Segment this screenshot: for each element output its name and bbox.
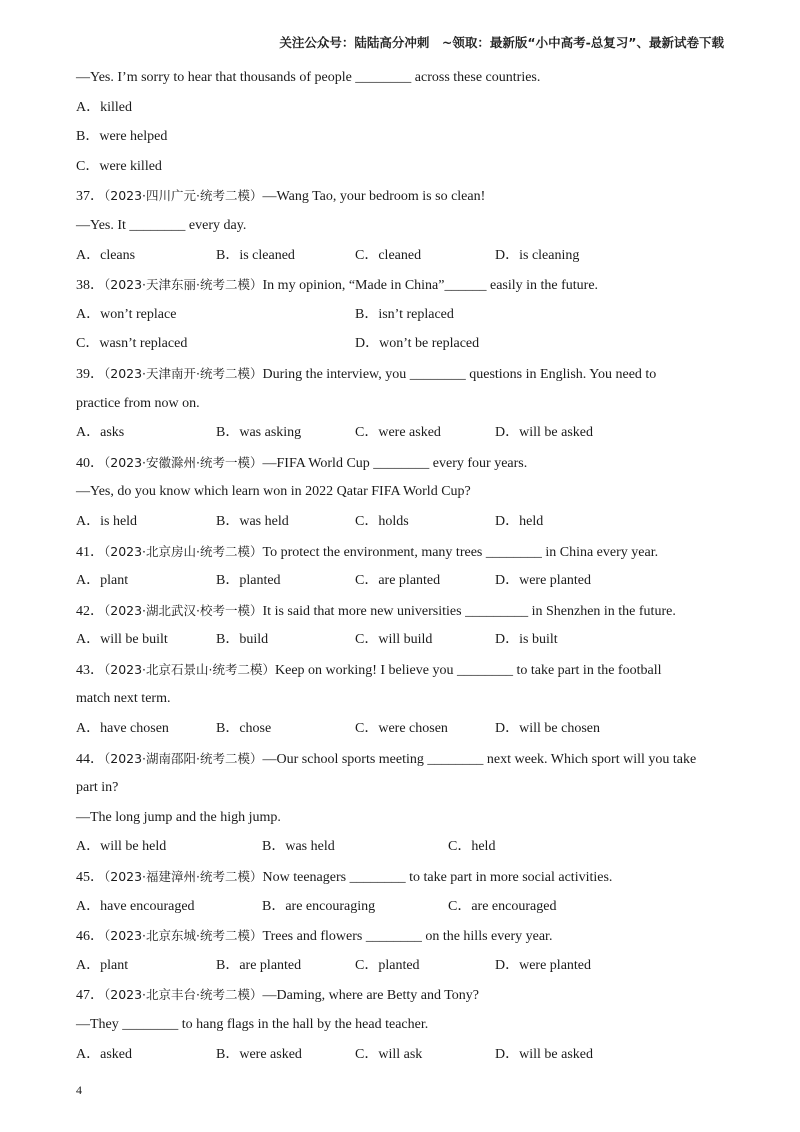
options-row [76,951,736,981]
answer-option[interactable]: D．held [495,513,544,529]
options-row [76,418,736,448]
question-source: （2023·湖北武汉·校考一模） [104,602,263,618]
question-stem [76,744,736,774]
question-stem [76,537,736,567]
question-source: （2023·安徽滁州·统考一模） [104,454,263,470]
answer-option[interactable]: A．is held [76,513,138,529]
question-text: Keep on working! I believe you ________ to take part in the football [275,662,662,678]
answer-option[interactable]: A．have encouraged [76,898,195,914]
answer-option[interactable]: D．will be asked [495,1046,593,1062]
text-line: part in? [76,780,119,796]
text-line: —Yes. I’m sorry to hear that thousands of people ________ across these countries. [76,70,541,85]
answer-option[interactable]: A．plant [76,573,129,589]
question-text: During the interview, you ________ questions in English. You need to [262,366,657,382]
answer-option[interactable]: B．is cleaned [216,247,295,263]
options-row [76,832,736,862]
question-number: 44． [76,751,104,767]
options-row [76,241,736,271]
answer-option[interactable]: A．plant [76,957,129,973]
question-text: In my opinion, “Made in China”______ easily in the future. [262,278,599,294]
question-stem [76,596,736,626]
answer-option[interactable]: A．asks [76,425,125,441]
text-line: match next term. [76,691,171,707]
text-line: A．killed [76,99,132,115]
question-source: （2023·四川广元·统考二模） [104,188,263,204]
text-line: practice from now on. [76,395,200,411]
question-number: 42． [76,603,104,619]
question-stem [76,655,736,685]
answer-option[interactable]: B．isn’t replaced [355,306,454,322]
options-row [76,892,736,922]
text-line: —They ________ to hang flags in the hall by the head teacher. [76,1017,429,1032]
question-text: —Our school sports meeting ________ next week. Which sport will you take [262,751,697,767]
text-line: —Yes, do you know which learn won in 2022 Qatar FIFA World Cup? [76,484,471,500]
answer-option[interactable]: C．planted [355,957,420,973]
question-text: To protect the environment, many trees ________ in China every year. [262,544,659,560]
answer-option[interactable]: C．holds [355,513,409,529]
question-number: 37． [76,189,104,205]
question-stem [76,181,736,211]
answer-option[interactable]: B．was held [216,513,289,529]
question-list [76,63,736,1069]
page-header: 关注公众号：陆陆高分冲刺 ~领取：最新版“小中高考-总复习”、最新试卷下载 [279,35,724,50]
question-number: 46． [76,929,104,945]
question-stem [76,980,736,1010]
answer-option[interactable]: B．are encouraging [262,898,376,914]
question-text: It is said that more new universities _________ in Shenzhen in the future. [262,603,676,619]
answer-option[interactable]: A．cleans [76,247,136,263]
question-stem [76,359,736,389]
answer-option[interactable]: D．will be chosen [495,721,600,737]
answer-option[interactable]: C．wasn’t replaced [76,336,188,352]
question-source: （2023·天津东丽·统考二模） [104,277,263,293]
answer-option[interactable]: C．are encouraged [448,898,557,914]
question-number: 41． [76,544,104,560]
answer-option[interactable]: B．are planted [216,957,302,973]
question-number: 47． [76,988,104,1004]
answer-option[interactable]: D．is cleaning [495,247,580,263]
question-stem [76,921,736,951]
answer-option[interactable]: A．asked [76,1046,132,1062]
answer-option[interactable]: D．were planted [495,957,592,973]
answer-option[interactable]: D．will be asked [495,425,593,441]
question-number: 40． [76,455,104,471]
question-text: —Wang Tao, your bedroom is so clean! [262,189,486,205]
answer-option[interactable]: C．are planted [355,573,441,589]
options-row [76,507,736,537]
text-line: B．were helped [76,129,168,145]
question-text: —FIFA World Cup ________ every four years. [262,455,528,471]
answer-option[interactable]: C．will ask [355,1046,423,1062]
answer-option[interactable]: C．were chosen [355,721,448,737]
options-row [76,329,736,359]
answer-option[interactable]: A．won’t replace [76,306,177,322]
question-number: 39． [76,366,104,382]
question-text: Now teenagers ________ to take part in more social activities. [262,870,613,886]
text-line: —Yes. It ________ every day. [76,217,247,233]
options-row [76,300,736,330]
question-text: —Daming, where are Betty and Tony? [262,988,479,1004]
answer-option[interactable]: C．held [448,839,496,855]
answer-option[interactable]: C．will build [355,632,433,648]
answer-option[interactable]: C．were asked [355,425,441,441]
question-source: （2023·北京房山·统考二模） [104,543,263,559]
answer-option[interactable]: D．were planted [495,573,592,589]
answer-option[interactable]: B．was held [262,839,335,855]
options-row [76,625,736,655]
page-number: 4 [76,1083,82,1097]
answer-option[interactable]: B．was asking [216,425,302,441]
question-stem [76,270,736,300]
answer-option[interactable]: A．will be held [76,839,167,855]
question-source: （2023·天津南开·统考二模） [104,365,263,381]
question-number: 38． [76,278,104,294]
options-row [76,1040,736,1070]
answer-option[interactable]: B．build [216,632,269,648]
question-source: （2023·福建漳州·统考二模） [104,869,263,885]
answer-option[interactable]: A．have chosen [76,721,169,737]
options-row [76,714,736,744]
answer-option[interactable]: D．won’t be replaced [355,336,480,352]
answer-option[interactable]: C．cleaned [355,247,422,263]
answer-option[interactable]: B．planted [216,573,281,589]
question-text: Trees and flowers ________ on the hills every year. [262,929,553,945]
answer-option[interactable]: D．is built [495,632,558,648]
question-source: （2023·湖南邵阳·统考二模） [104,750,263,766]
options-row [76,566,736,596]
text-line: C．were killed [76,158,162,174]
question-stem [76,862,736,892]
question-source: （2023·北京丰台·统考二模） [104,987,263,1003]
question-stem [76,448,736,478]
question-source: （2023·北京石景山·统考二模） [104,661,276,677]
answer-option[interactable]: A．will be built [76,632,168,648]
answer-option[interactable]: B．chose [216,721,272,737]
answer-option[interactable]: B．were asked [216,1046,302,1062]
question-number: 43． [76,662,104,678]
question-number: 45． [76,870,104,886]
text-line: —The long jump and the high jump. [76,809,281,825]
question-source: （2023·北京东城·统考二模） [104,928,263,944]
